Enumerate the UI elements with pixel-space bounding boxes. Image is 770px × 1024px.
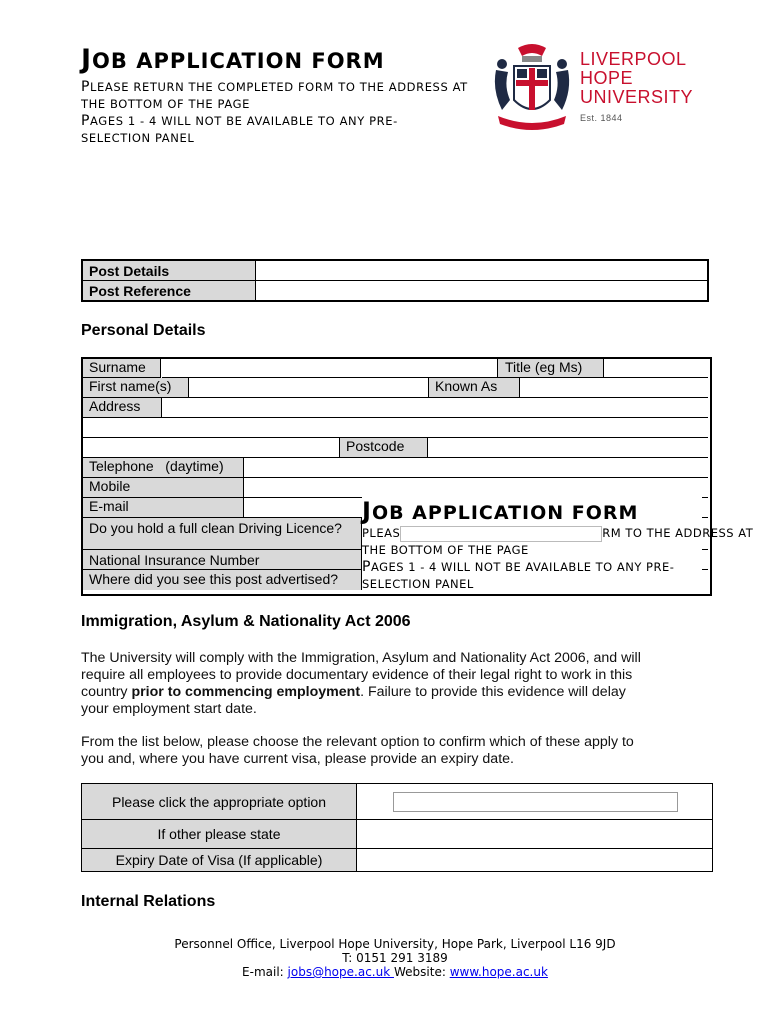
known-as-label: Known As bbox=[429, 378, 520, 398]
immigration-heading: Immigration, Asylum & Nationality Act 2006 bbox=[81, 613, 411, 630]
expiry-label: Expiry Date of Visa (If applicable) bbox=[82, 849, 357, 872]
surname-label: Surname bbox=[83, 359, 161, 378]
driving-licence-label: Do you hold a full clean Driving Licence? bbox=[83, 518, 362, 550]
email-label: E-mail bbox=[83, 498, 244, 518]
postcode-label: Postcode bbox=[340, 438, 428, 458]
first-names-field[interactable] bbox=[189, 378, 429, 398]
post-reference-label: Post Reference bbox=[82, 281, 256, 302]
post-reference-field[interactable] bbox=[256, 281, 709, 302]
internal-relations-heading: Internal Relations bbox=[81, 893, 216, 910]
title-label: Title (eg Ms) bbox=[498, 359, 604, 378]
address-field-2[interactable] bbox=[83, 418, 708, 438]
form-header bbox=[81, 44, 468, 147]
immigration-paragraph-1: The University will comply with the Immigration, Asylum and Nationality Act 2006, and will require all employees to provide documentary evidence of their legal right to work in this country prior to commencing employment. Failure to provide this evidence will delay your employment start date. bbox=[81, 650, 641, 717]
overlay-instructions: PLEAS RM TO THE ADDRESS AT THE BOTTOM OF THE PAGE PAGES 1 - 4 WILL NOT BE AVAILABLE TO ANY PRE- SELECTION PANEL bbox=[362, 526, 754, 591]
telephone-label: Telephone (daytime) bbox=[83, 458, 244, 478]
overlay-header: JOB APPLICATION FORM bbox=[362, 497, 702, 589]
address-field-3[interactable] bbox=[83, 438, 340, 458]
post-details-label: Post Details bbox=[82, 260, 256, 281]
known-as-field[interactable] bbox=[520, 378, 708, 398]
post-details-field[interactable] bbox=[256, 260, 709, 281]
footer-website-link[interactable]: www.hope.ac.uk bbox=[449, 965, 548, 979]
form-title: JOB APPLICATION FORM bbox=[81, 44, 385, 75]
address-field-1[interactable] bbox=[162, 398, 708, 418]
overlay-input[interactable] bbox=[400, 526, 602, 542]
option-dropdown[interactable] bbox=[393, 792, 678, 812]
telephone-field[interactable] bbox=[244, 458, 708, 478]
title-field[interactable] bbox=[604, 359, 708, 378]
immigration-paragraph-2: From the list below, please choose the relevant option to confirm which of these apply to you and, where you have current visa, please provide an expiry date. bbox=[81, 734, 634, 767]
option-label: Please click the appropriate option bbox=[82, 784, 357, 820]
footer: Personnel Office, Liverpool Hope University, Hope Park, Liverpool L16 9JD T: 0151 291 3189 E-mail: jobs@hope.ac.uk Website: www.hope.ac.uk bbox=[0, 937, 770, 979]
personal-details-heading: Personal Details bbox=[81, 322, 206, 339]
first-names-label: First name(s) bbox=[83, 378, 189, 398]
address-label: Address bbox=[83, 398, 162, 418]
ni-label: National Insurance Number bbox=[83, 550, 362, 570]
mobile-label: Mobile bbox=[83, 478, 244, 498]
footer-email-link[interactable]: jobs@hope.ac.uk bbox=[287, 965, 394, 979]
header-instructions: PLEASE RETURN THE COMPLETED FORM TO THE ADDRESS AT THE BOTTOM OF THE PAGE PAGES 1 - 4 WILL NOT BE AVAILABLE TO ANY PRE- SELECTION PANEL bbox=[81, 79, 468, 145]
university-crest-icon bbox=[488, 40, 576, 132]
footer-address: Personnel Office, Liverpool Hope University, Hope Park, Liverpool L16 9JD bbox=[174, 937, 616, 951]
option-cell bbox=[357, 784, 713, 820]
expiry-field[interactable] bbox=[357, 849, 713, 872]
university-logo-text: LIVERPOOL HOPE UNIVERSITY Est. 1844 bbox=[580, 49, 694, 123]
advert-label: Where did you see this post advertised? bbox=[83, 570, 362, 590]
other-field[interactable] bbox=[357, 820, 713, 849]
footer-phone: T: 0151 291 3189 bbox=[342, 951, 448, 965]
other-label: If other please state bbox=[82, 820, 357, 849]
post-table bbox=[81, 259, 709, 302]
immigration-table bbox=[81, 783, 713, 872]
postcode-field[interactable] bbox=[428, 438, 708, 458]
surname-field[interactable] bbox=[162, 359, 498, 378]
mobile-field[interactable] bbox=[244, 478, 708, 498]
